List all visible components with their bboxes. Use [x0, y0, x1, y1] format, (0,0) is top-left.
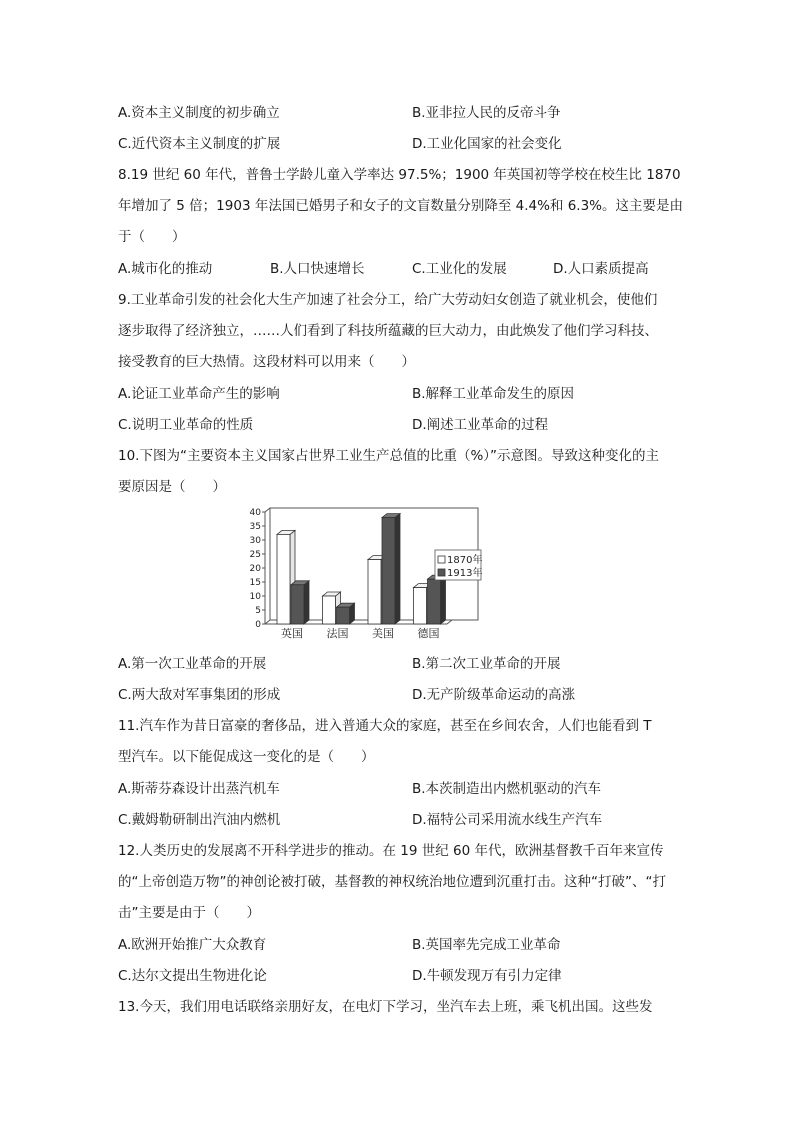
- q9-stem-line-3: 接受教育的巨大热情。这段材料可以用来（ ）: [118, 354, 415, 370]
- q9-stem-line-2: 逐步取得了经济独立，……人们看到了科技所蕴藏的巨大动力，由此焕发了他们学习科技、: [118, 323, 658, 339]
- bar-法国-1870年: [323, 596, 336, 624]
- y-tick-label: 20: [249, 564, 261, 574]
- y-tick-label: 30: [249, 536, 261, 546]
- q10-option-c: C.两大敌对军事集团的形成: [118, 687, 281, 703]
- q8-option-a: A.城市化的推动: [118, 261, 213, 277]
- q11-option-d: D.福特公司采用流水线生产汽车: [412, 812, 603, 828]
- q10-stem-line-1: 10.下图为“主要资本主义国家占世界工业生产总值的比重（%）”示意图。导致这种变化的主: [118, 448, 660, 464]
- legend-swatch: [438, 569, 445, 576]
- q8-stem-line-2: 年增加了 5 倍；1903 年法国已婚男子和女子的文盲数量分别降至 4.4%和 6.3%。这主要是由: [118, 198, 683, 214]
- q12-option-c: C.达尔文提出生物进化论: [118, 968, 267, 984]
- bar-英国-1913年: [291, 585, 304, 624]
- bar-美国-1870年: [368, 560, 381, 624]
- q12-stem-line-1: 12.人类历史的发展离不开科学进步的推动。在 19 世纪 60 年代，欧洲基督教千百年来宣传: [118, 843, 664, 859]
- bar-德国-1913年-side: [441, 575, 446, 624]
- q8-option-d: D.人口素质提高: [553, 261, 649, 277]
- q10-option-a: A.第一次工业革命的开展: [118, 656, 267, 672]
- q7-option-d: D.工业化国家的社会变化: [412, 136, 562, 152]
- q8-option-b: B.人口快速增长: [270, 261, 365, 277]
- q12-option-d: D.牛顿发现万有引力定律: [412, 968, 562, 984]
- industrial-output-bar-chart: [238, 504, 484, 644]
- q9-option-c: C.说明工业革命的性质: [118, 417, 254, 433]
- bar-英国-1870年: [277, 534, 290, 624]
- bar-美国-1913年-side: [395, 514, 400, 624]
- q8-stem-line-3: 于（ ）: [118, 229, 186, 245]
- q9-option-a: A.论证工业革命产生的影响: [118, 386, 280, 402]
- y-tick-label: 15: [249, 578, 261, 588]
- x-category-label: 美国: [372, 627, 394, 640]
- q10-option-b: B.第二次工业革命的开展: [412, 656, 561, 672]
- chart-floor-edge: [447, 620, 452, 624]
- q10-stem-line-2: 要原因是（ ）: [118, 479, 226, 495]
- q11-option-a: A.斯蒂芬森设计出蒸汽机车: [118, 781, 280, 797]
- q7-option-a: A.资本主义制度的初步确立: [118, 105, 280, 121]
- q11-stem-line-1: 11.汽车作为昔日富豪的奢侈品，进入普通大众的家庭，甚至在乡间农舍，人们也能看到 T: [118, 718, 652, 734]
- y-tick-label: 0: [255, 620, 261, 630]
- y-tick-label: 35: [249, 522, 261, 532]
- legend-label: 1913年: [447, 568, 483, 579]
- q8-stem-line-1: 8.19 世纪 60 年代，普鲁士学龄儿童入学率达 97.5%；1900 年英国初等学校在校生比 1870: [118, 167, 681, 183]
- x-category-label: 法国: [326, 627, 349, 640]
- x-category-label: 德国: [417, 627, 440, 640]
- chart-side-wall-bottom: [265, 620, 270, 624]
- q12-option-b: B.英国率先完成工业革命: [412, 937, 561, 953]
- x-category-label: 英国: [281, 627, 303, 640]
- legend-label: 1870年: [447, 555, 483, 566]
- q10-option-d: D.无产阶级革命运动的高涨: [412, 687, 576, 703]
- q9-option-b: B.解释工业革命发生的原因: [412, 386, 575, 402]
- bar-英国-1913年-side: [304, 581, 309, 624]
- y-tick-label: 10: [249, 592, 261, 602]
- q8-option-c: C.工业化的发展: [412, 261, 507, 277]
- bar-法国-1913年: [337, 607, 350, 624]
- bar-德国-1913年: [428, 579, 441, 624]
- q7-option-c: C.近代资本主义制度的扩展: [118, 136, 281, 152]
- y-tick-label: 25: [249, 550, 261, 560]
- q9-option-d: D.阐述工业革命的过程: [412, 417, 549, 433]
- q12-stem-line-2: 的“上帝创造万物”的神创论被打破，基督教的神权统治地位遭到沉重打击。这种“打破”、“打: [118, 874, 666, 890]
- y-tick-label: 5: [255, 606, 261, 616]
- q11-option-c: C.戴姆勒研制出汽油内燃机: [118, 812, 281, 828]
- q7-option-b: B.亚非拉人民的反帝斗争: [412, 105, 561, 121]
- y-tick-label: 40: [249, 508, 261, 518]
- q9-stem-line-1: 9.工业革命引发的社会化大生产加速了社会分工，给广大劳动妇女创造了就业机会，使他们: [118, 292, 658, 308]
- chart-side-wall-top: [265, 508, 270, 512]
- bar-德国-1870年: [414, 588, 427, 624]
- bar-美国-1913年: [382, 518, 395, 624]
- legend-swatch: [438, 556, 445, 563]
- q11-stem-line-2: 型汽车。以下能促成这一变化的是（ ）: [118, 749, 375, 765]
- q11-option-b: B.本茨制造出内燃机驱动的汽车: [412, 781, 602, 797]
- q13-stem-line-1: 13.今天，我们用电话联络亲朋好友，在电灯下学习，坐汽车去上班，乘飞机出国。这些发: [118, 999, 653, 1015]
- q12-option-a: A.欧洲开始推广大众教育: [118, 937, 267, 953]
- q12-stem-line-3: 击”主要是由于（ ）: [118, 905, 260, 921]
